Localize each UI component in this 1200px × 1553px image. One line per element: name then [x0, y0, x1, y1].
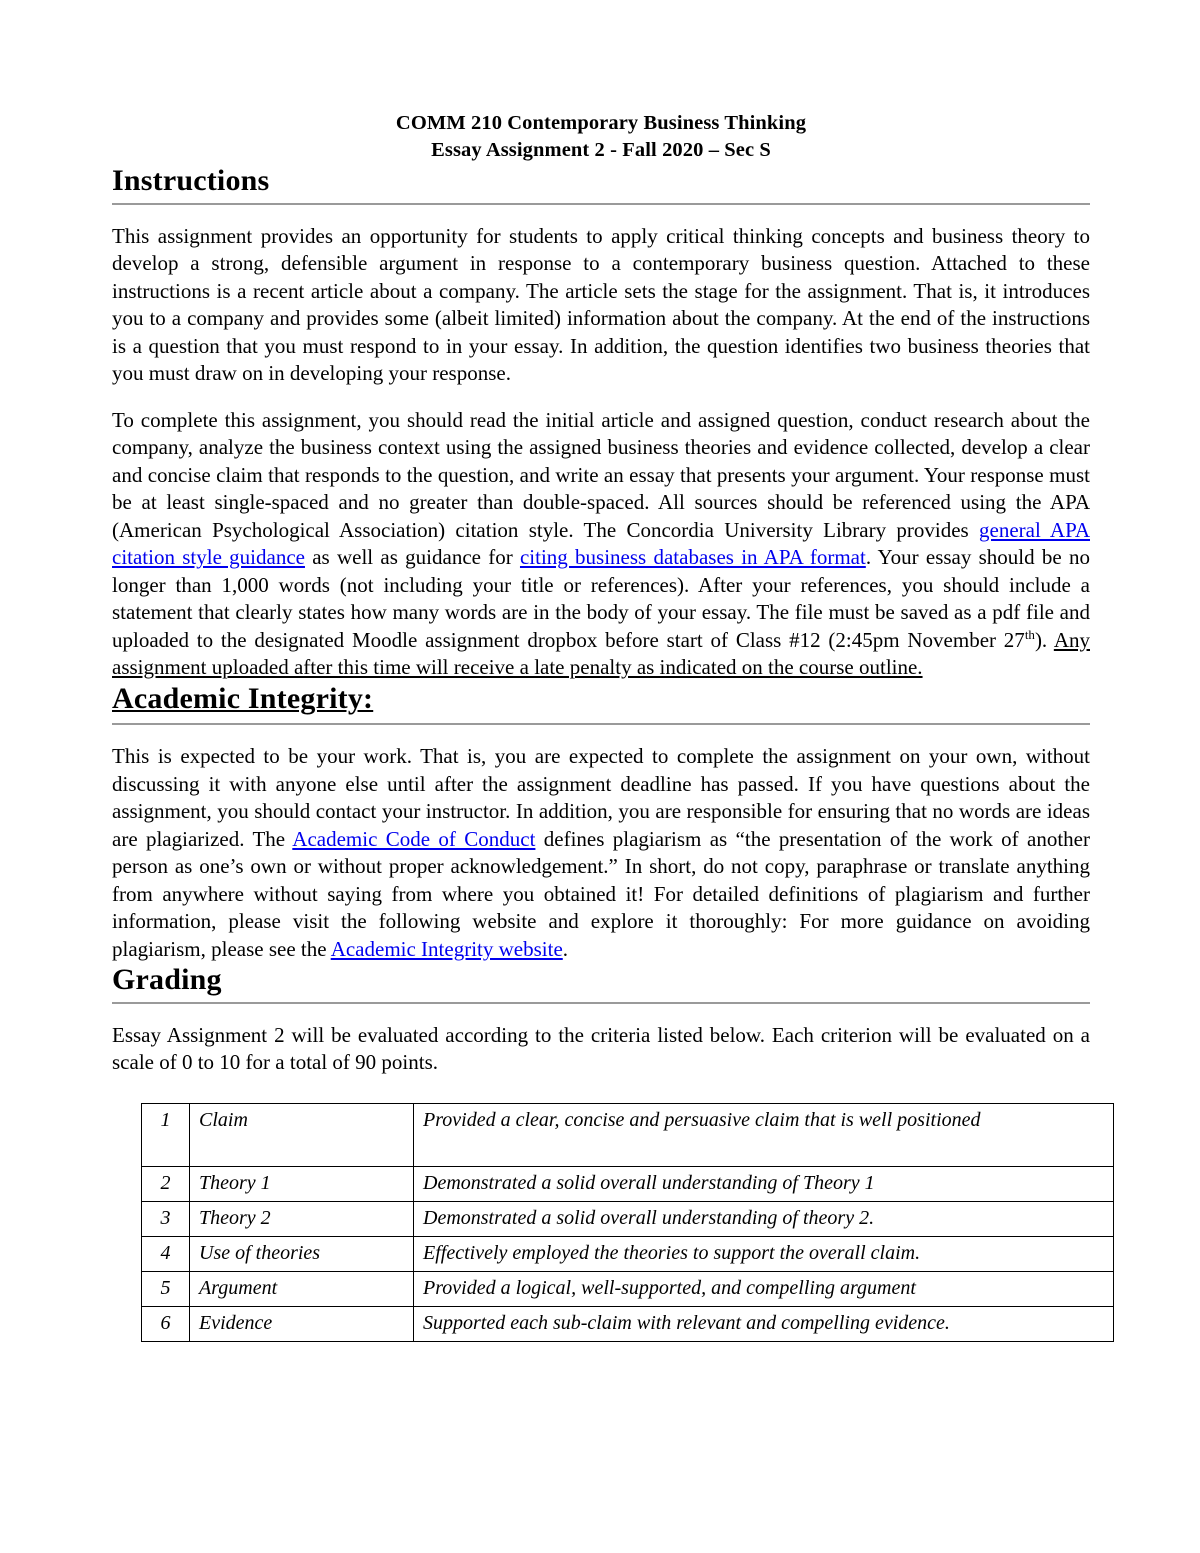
document-title — [112, 110, 1090, 164]
criterion-description: Supported each sub-claim with relevant and compelling evidence. — [414, 1306, 1114, 1341]
heading-academic-integrity: Academic Integrity: — [112, 682, 1090, 726]
criterion-number: 2 — [142, 1166, 190, 1201]
grading-paragraph: Essay Assignment 2 will be evaluated according to the criteria listed below. Each criterion will be evaluated on a scale of 0 to 10 for a total of 90 points. — [112, 1022, 1090, 1075]
table-row — [142, 1103, 1114, 1166]
criterion-description: Provided a clear, concise and persuasive claim that is well positioned — [414, 1103, 1114, 1166]
criterion-description: Demonstrated a solid overall understanding of Theory 1 — [414, 1166, 1114, 1201]
instructions-paragraph-1: This assignment provides an opportunity for students to apply critical thinking concepts and business theory to develop a strong, defensible argument in response to a contemporary business question. Attached to these instructions is a recent article about a company. The article sets the stage for the assignment. That is, it introduces you to a company and provides some (albeit limited) information about the company. At the end of the instructions is a question that you must respond to in your essay. In addition, the question identifies two business theories that you must draw on in developing your response. — [112, 223, 1090, 386]
criterion-name: Evidence — [190, 1306, 414, 1341]
instructions-paragraph-2 — [112, 407, 1090, 682]
criterion-name: Argument — [190, 1271, 414, 1306]
criterion-name: Theory 1 — [190, 1166, 414, 1201]
criterion-name: Use of theories — [190, 1236, 414, 1271]
document-title-line-2: Essay Assignment 2 - Fall 2020 – Sec S — [431, 139, 771, 161]
instructions-p2-text-4: ). — [1034, 627, 1054, 652]
criterion-name: Claim — [190, 1103, 414, 1166]
academic-integrity-paragraph — [112, 743, 1090, 963]
criterion-number: 1 — [142, 1103, 190, 1166]
criterion-number: 5 — [142, 1271, 190, 1306]
link-academic-integrity-website[interactable]: Academic Integrity website — [330, 936, 563, 961]
table-row — [142, 1271, 1114, 1306]
table-row — [142, 1201, 1114, 1236]
integrity-text-1: This is expected to be your work. That is, you are expected to complete the assignment on your own, without discussing it with anyone else until after the assignment deadline has passed. If you have questions about the assignment, you should contact your instructor. In addition, you are responsible for ensuring that no words are ideas are plagiarized. The — [112, 744, 1090, 851]
criterion-description: Provided a logical, well-supported, and compelling argument — [414, 1271, 1114, 1306]
link-academic-code-of-conduct[interactable]: Academic Code of Conduct — [292, 826, 536, 851]
ordinal-suffix: th — [1024, 626, 1035, 642]
criterion-name: Theory 2 — [190, 1201, 414, 1236]
integrity-text-2: defines plagiarism as “the presentation of the work of another person as one’s own or without proper acknowledgement.” In short, do not copy, paraphrase or translate anything from anywhere without saying from where you obtained it! For detailed definitions of plagiarism and further information, please visit the following website and explore it thoroughly: For more guidance on avoiding plagiarism, please see the — [112, 826, 1090, 961]
grading-criteria-table — [141, 1103, 1114, 1342]
document-title-line-1: COMM 210 Contemporary Business Thinking — [395, 112, 807, 134]
heading-instructions: Instructions — [112, 164, 1090, 205]
criterion-number: 4 — [142, 1236, 190, 1271]
instructions-p2-text-1: To complete this assignment, you should read the initial article and assigned question, conduct research about the company, analyze the business context using the assigned business theories and evidence collected, develop a clear and concise claim that responds to the question, and write an essay that presents your argument. Your response must be at least single-spaced and no greater than double-spaced. All sources should be referenced using the APA (American Psychological Association) citation style. The Concordia University Library provides — [112, 407, 1090, 542]
link-apa-citation-guidance[interactable]: general APA citation style guidance — [112, 517, 1090, 570]
criterion-number: 6 — [142, 1306, 190, 1341]
link-citing-business-databases[interactable]: citing business databases in APA format — [519, 545, 866, 570]
table-row — [142, 1166, 1114, 1201]
instructions-p2-text-2: as well as guidance for — [304, 545, 520, 570]
criterion-description: Effectively employed the theories to support the overall claim. — [414, 1236, 1114, 1271]
heading-grading: Grading — [112, 963, 1090, 1004]
criterion-number: 3 — [142, 1201, 190, 1236]
document-content — [112, 0, 1090, 1342]
integrity-text-3: . — [562, 936, 569, 961]
instructions-late-penalty-notice: Any assignment uploaded after this time will receive a late penalty as indicated on the course outline. — [112, 627, 1090, 680]
criterion-description: Demonstrated a solid overall understanding of theory 2. — [414, 1201, 1114, 1236]
instructions-p2-text-3: . Your essay should be no longer than 1,000 words (not including your title or references). After your references, you should include a statement that clearly states how many words are in the body of your essay. The file must be saved as a pdf file and uploaded to the designated Moodle assignment dropbox before start of Class #12 (2:45pm November 27 — [112, 545, 1090, 652]
table-row — [142, 1236, 1114, 1271]
table-row — [142, 1306, 1114, 1341]
